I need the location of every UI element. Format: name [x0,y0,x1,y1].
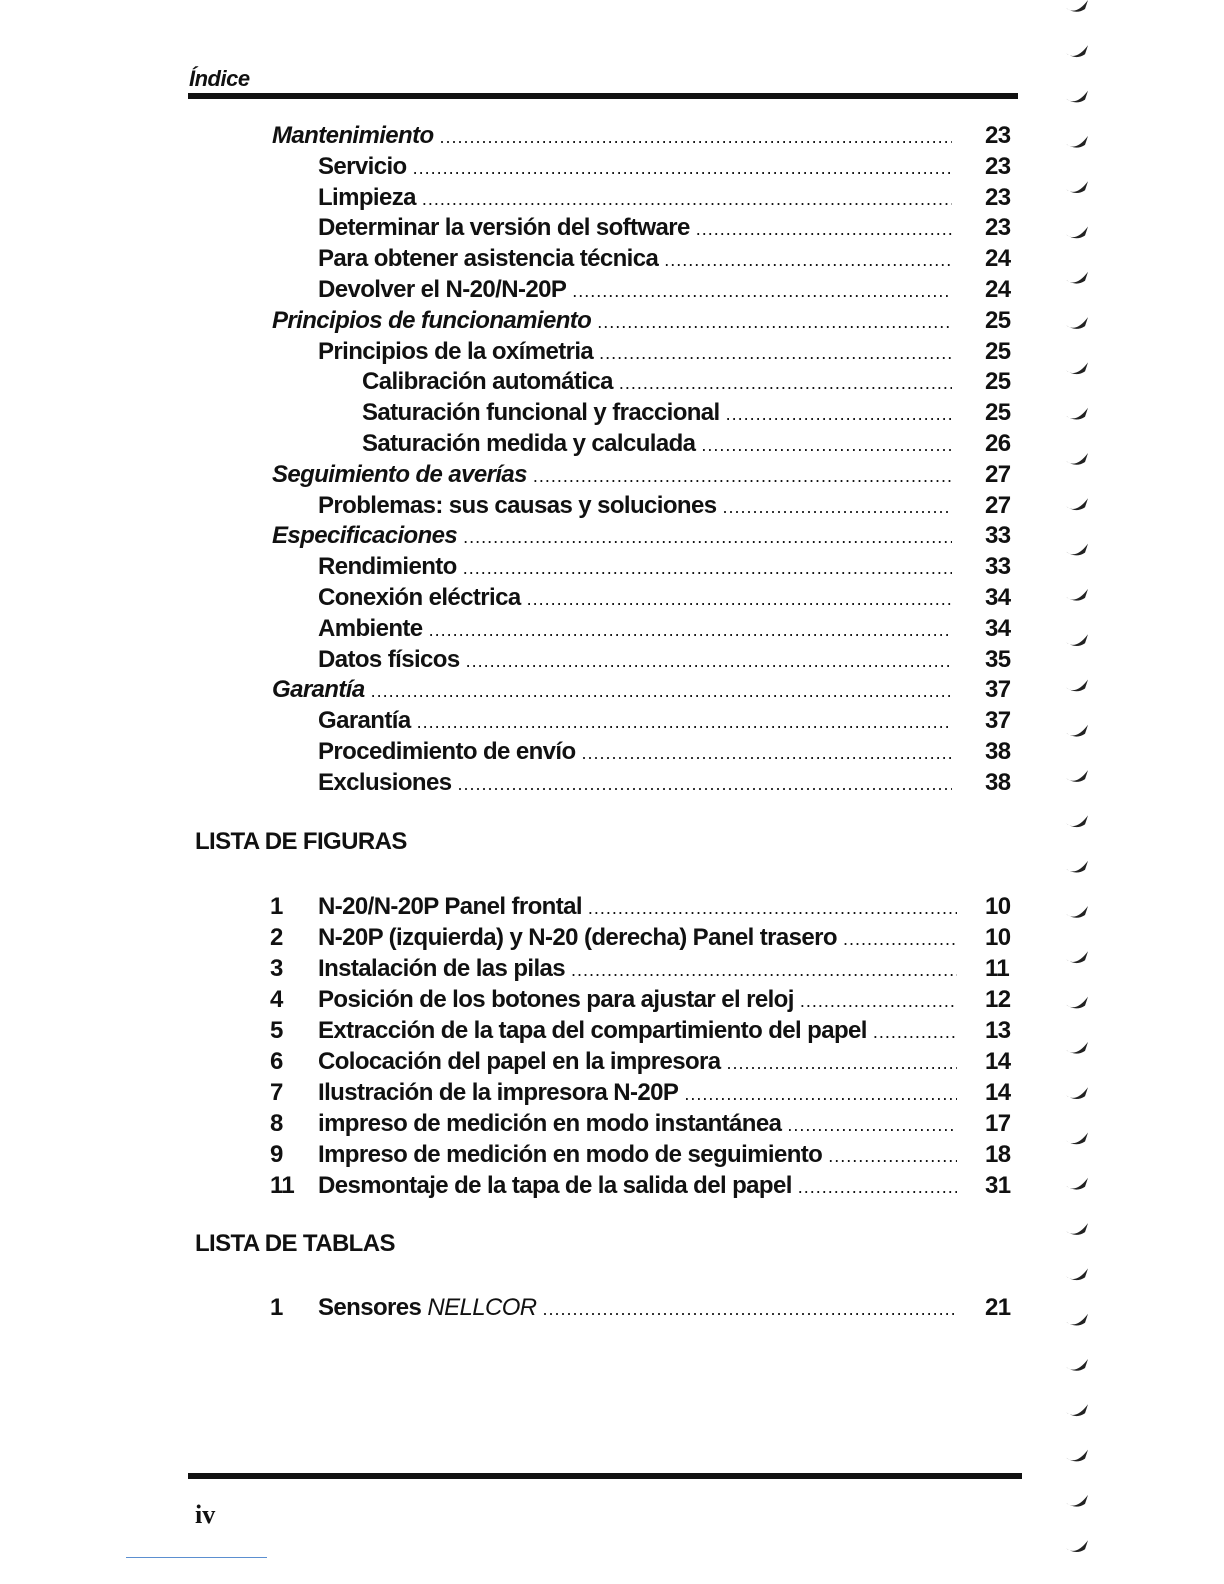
dot-leader [828,1141,957,1172]
table-number: 1 [270,1294,283,1321]
dot-leader [571,955,957,986]
figure-entry [270,1170,1015,1201]
binding-ring [1066,589,1088,601]
figure-title [318,922,837,953]
table-title-text: Sensores [318,1294,422,1321]
binding-ring [1066,725,1088,737]
figure-entry [270,1139,1015,1170]
binding-ring [1066,1133,1088,1145]
figure-entry [270,922,1015,953]
binding-ring [1066,1450,1088,1462]
toc-entry [318,490,1011,521]
spiral-binding [1060,0,1100,1584]
dot-leader [582,738,952,769]
figure-title [318,984,794,1015]
toc-entry-text: Determinar la versión del software [318,214,690,242]
toc-entry-text: Procedimiento de envío [318,738,576,765]
figure-number: 6 [270,1048,283,1075]
toc-entry [362,366,1011,397]
figure-number: 7 [270,1079,283,1106]
toc-entry [318,243,1011,274]
dot-leader [417,707,952,738]
dot-leader [696,214,952,245]
dot-leader [572,276,952,307]
dot-leader [527,584,952,615]
dot-leader [422,184,952,215]
toc-entry-page: 34 [985,584,1011,611]
toc-entry-page: 25 [985,306,1011,334]
toc-entry-text: Rendimiento [318,553,457,581]
binding-ring [1066,1495,1088,1507]
dot-leader [463,553,952,584]
binding-ring [1066,1178,1088,1190]
toc-entry [362,397,1011,428]
toc-entry-page: 23 [985,183,1011,211]
binding-ring [1066,1223,1088,1235]
header-rule [188,93,1018,99]
table-title-brand: NELLCOR [427,1294,537,1321]
figure-number: 3 [270,955,283,982]
figure-number: 4 [270,986,283,1013]
figure-page: 14 [985,1048,1011,1075]
toc-entry-text: Para obtener asistencia técnica [318,245,659,273]
figure-entry [270,1077,1015,1108]
binding-ring [1066,1042,1088,1054]
binding-ring [1066,861,1088,873]
figure-title [318,1015,867,1046]
toc-entry [272,305,1011,336]
figure-title [318,1139,822,1170]
toc-entry [318,705,1011,736]
figure-page: 10 [985,893,1011,920]
toc-entry-text: Problemas: sus causas y soluciones [318,491,717,519]
toc-entry [318,336,1011,367]
toc-entry [318,182,1011,213]
binding-ring [1066,1404,1088,1416]
binding-ring [1066,45,1088,57]
table-entry [270,1292,1015,1323]
figure-title [318,891,582,922]
figure-number: 11 [270,1172,295,1199]
dot-leader [727,1048,957,1079]
figure-title-text: N-20P (izquierda) y N-20 (derecha) Panel trasero [318,924,837,951]
toc-entry-page: 38 [985,738,1011,765]
toc-entry [362,428,1011,459]
toc-entry [272,674,1011,705]
toc-entry-page: 23 [985,122,1011,149]
figure-title [318,1170,792,1201]
toc-entry [272,120,1011,151]
figure-title [318,953,565,984]
toc-entry-page: 27 [985,491,1011,519]
toc-entry-page: 37 [985,707,1011,735]
dot-leader [722,492,952,523]
toc-entry-page: 24 [985,245,1011,273]
binding-ring [1066,272,1088,284]
figure-entry [270,1046,1015,1077]
toc-entry-page: 25 [985,337,1011,365]
dot-leader [371,676,952,707]
binding-ring [1066,770,1088,782]
toc-entry-text: Garantía [272,676,365,704]
toc-entry-page: 23 [985,214,1011,242]
dot-leader [684,1079,957,1110]
binding-ring [1066,906,1088,918]
binding-ring [1066,634,1088,646]
toc-entry [318,212,1011,243]
figure-title-text: N-20/N-20P Panel frontal [318,893,582,920]
dot-leader [588,893,957,924]
binding-ring [1066,408,1088,420]
binding-ring [1066,227,1088,239]
binding-ring [1066,1540,1088,1552]
binding-ring [1066,1268,1088,1280]
toc-entry-text: Exclusiones [318,768,452,796]
figure-title-text: Posición de los botones para ajustar el reloj [318,986,794,1013]
toc-entry [318,613,1011,644]
toc-entry [318,767,1011,798]
dot-leader [873,1017,957,1048]
binding-ring [1066,453,1088,465]
toc-entry-text: Mantenimiento [272,122,434,149]
figure-title-text: Colocación del papel en la impresora [318,1048,721,1075]
binding-ring [1066,362,1088,374]
binding-ring [1066,181,1088,193]
dot-leader [429,615,952,646]
dot-leader [466,646,952,677]
dot-leader [413,153,952,184]
figure-entry [270,984,1015,1015]
figure-title-text: Impreso de medición en modo de seguimiento [318,1141,823,1168]
dot-leader [543,1294,957,1325]
toc-entry-text: Calibración automática [362,368,613,396]
toc-entry [272,459,1011,490]
toc-entry-text: Garantía [318,707,411,735]
binding-ring [1066,544,1088,556]
toc-entry-page: 37 [985,676,1011,704]
figure-title [318,1077,678,1108]
figure-page: 14 [985,1079,1011,1106]
toc-entry-text: Conexión eléctrica [318,584,521,611]
figure-page: 11 [985,955,1010,982]
figure-title [318,1108,781,1139]
toc-entry [272,520,1011,551]
figure-title-text: Ilustración de la impresora N-20P [318,1079,679,1106]
list-of-figures-title: LISTA DE FIGURAS [195,828,407,855]
toc-entry-page: 23 [985,152,1011,180]
toc-entry [318,551,1011,582]
binding-ring [1066,498,1088,510]
dot-leader [843,924,957,955]
figure-page: 17 [985,1110,1011,1137]
dot-leader [533,461,952,492]
binding-ring [1066,815,1088,827]
figure-number: 5 [270,1017,283,1044]
toc-entry-text: Principios de la oxímetria [318,337,594,365]
binding-ring [1066,1359,1088,1371]
toc-entry [318,736,1011,767]
binding-ring [1066,1087,1088,1099]
dot-leader [664,245,952,276]
toc-entry-page: 25 [985,368,1011,396]
table-page: 21 [985,1294,1011,1321]
dot-leader [463,522,952,553]
dot-leader [787,1110,957,1141]
dot-leader [599,338,952,369]
figure-entry [270,1108,1015,1139]
figure-title-text: Desmontaje de la tapa de la salida del papel [318,1172,792,1199]
binding-ring [1066,680,1088,692]
figure-title-text: Extracción de la tapa del compartimiento del papel [318,1017,867,1044]
figure-number: 9 [270,1141,283,1168]
figure-number: 1 [270,893,283,920]
figure-page: 10 [985,924,1011,951]
dot-leader [798,1172,957,1203]
dot-leader [440,122,952,153]
dot-leader [701,430,952,461]
toc-entry-text: Saturación medida y calculada [362,430,696,457]
toc-entry-text: Saturación funcional y fraccional [362,399,720,427]
figure-number: 2 [270,924,283,951]
toc-entry-page: 35 [985,645,1011,673]
figure-title [318,1046,721,1077]
toc-entry-text: Especificaciones [272,522,458,550]
table-title [318,1292,537,1323]
binding-ring [1066,317,1088,329]
binding-ring [1066,0,1088,12]
binding-ring [1066,997,1088,1009]
toc-entry-page: 27 [985,460,1011,488]
figure-entry [270,891,1015,922]
toc-entry-text: Ambiente [318,614,423,642]
binding-ring [1066,1314,1088,1326]
footnote-line [126,1557,267,1558]
toc-entry [318,274,1011,305]
figure-page: 31 [985,1172,1011,1199]
toc-entry-page: 25 [985,399,1011,427]
footer-rule [188,1473,1022,1479]
figure-page: 12 [985,986,1011,1013]
toc-entry [318,151,1011,182]
toc-entry-page: 34 [985,614,1011,642]
toc-entry-text: Seguimiento de averías [272,460,527,488]
figure-title-text: Instalación de las pilas [318,955,566,982]
toc-entry-page: 26 [985,430,1011,457]
figure-title-text: impreso de medición en modo instantánea [318,1110,782,1137]
dot-leader [619,368,952,399]
toc-entry-page: 24 [985,276,1011,303]
header-title: Índice [189,66,250,91]
figure-entry [270,1015,1015,1046]
figure-number: 8 [270,1110,283,1137]
list-of-tables-title: LISTA DE TABLAS [195,1230,395,1257]
toc-entry-text: Limpieza [318,183,416,211]
page-number: iv [195,1500,216,1529]
toc-entry-text: Servicio [318,152,407,180]
figure-entry [270,953,1015,984]
binding-ring [1066,136,1088,148]
toc-entry-text: Principios de funcionamiento [272,306,592,334]
figure-page: 18 [985,1141,1011,1168]
toc-entry [318,644,1011,675]
dot-leader [726,399,952,430]
toc-entry-page: 38 [985,768,1011,796]
dot-leader [597,307,952,338]
toc-entry [318,582,1011,613]
dot-leader [457,769,952,800]
toc-entry-text: Datos físicos [318,645,460,673]
binding-ring [1066,91,1088,103]
toc-entry-page: 33 [985,553,1011,581]
figure-page: 13 [985,1017,1011,1044]
toc-entry-page: 33 [985,522,1011,550]
binding-ring [1066,951,1088,963]
toc-entry-text: Devolver el N-20/N-20P [318,276,567,303]
dot-leader [800,986,957,1017]
